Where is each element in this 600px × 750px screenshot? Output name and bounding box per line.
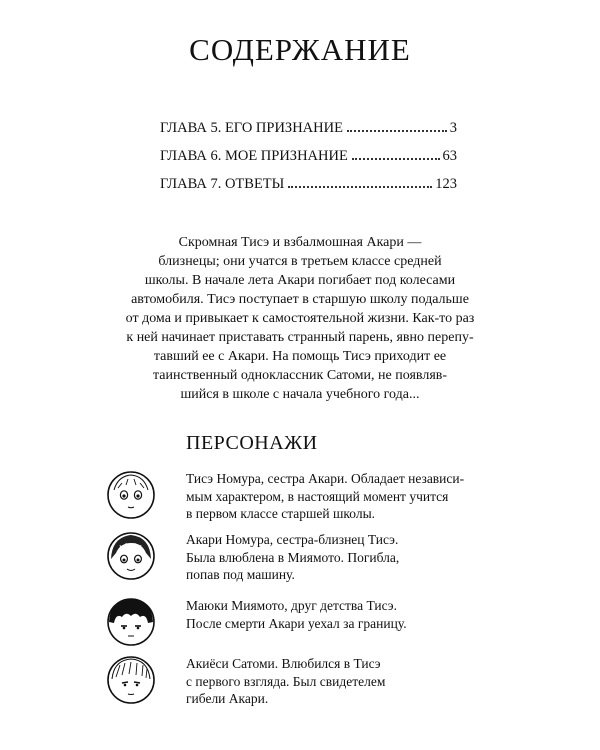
character-entry [106,655,526,725]
synopsis [92,233,508,404]
toc-entry[interactable] [160,120,457,148]
toc-dot-leader [288,186,432,188]
toc-entry-title: ГЛАВА 7. ОТВЕТЫ [160,176,285,192]
table-of-contents [160,120,457,204]
character-description [186,470,464,523]
character-line: в первом классе старшей школы. [186,506,376,521]
character-line: мым характером, в настоящий момент учится [186,488,449,504]
page-title: СОДЕРЖАНИЕ [189,32,411,67]
character-entry [106,531,526,601]
toc-entry-page: 123 [435,176,457,192]
portrait-tise-icon [106,470,156,520]
toc-entry-page: 3 [449,120,457,136]
synopsis-line: близнецы; они учатся в третьем классе средней [158,254,442,269]
toc-dot-leader [352,158,440,160]
toc-entry-page: 63 [442,148,457,164]
toc-entry[interactable] [160,176,457,204]
character-line: с первого взгляда. Был свидетелем [186,673,386,689]
synopsis-line: автомобиля. Тисэ поступает в старшую школу подальше [131,292,469,307]
synopsis-line: от дома и привыкает к самостоятельной жизни. Как-то раз [125,311,475,326]
synopsis-line: школы. В начале лета Акари погибает под колесами [144,273,456,288]
character-line: После смерти Акари уехал за границу. [186,615,407,631]
portrait-akari-icon [106,531,156,581]
character-line: Акари Номура, сестра-близнец Тисэ. [186,532,399,547]
character-description [186,655,385,708]
character-description [186,531,399,584]
character-line: гибели Акари. [186,691,269,706]
synopsis-line: таинственный одноклассник Сатоми, не появляв- [152,368,448,383]
character-entry [106,470,526,540]
character-line: Акиёси Сатоми. Влюбился в Тисэ [186,656,381,671]
toc-entry[interactable] [160,148,457,176]
character-line: Маюки Миямото, друг детства Тисэ. [186,598,397,613]
portrait-satomi-icon [106,655,156,705]
synopsis-line: к ней начинает приставать странный парень, явно перепу- [126,330,474,345]
character-line: Тисэ Номура, сестра Акари. Обладает независи- [186,471,465,486]
character-line: попав под машину. [186,567,295,582]
toc-dot-leader [347,130,447,132]
characters-heading: ПЕРСОНАЖИ [186,432,318,454]
synopsis-line: Скромная Тисэ и взбалмошная Акари — [178,235,422,250]
synopsis-line: тавший ее с Акари. На помощь Тисэ приходит ее [153,349,447,364]
portrait-mayuki-icon [106,597,156,647]
synopsis-line: шийся в школе с начала учебного года... [180,387,420,402]
character-line: Была влюблена в Миямото. Погибла, [186,549,400,565]
toc-entry-title: ГЛАВА 5. ЕГО ПРИЗНАНИЕ [160,120,343,136]
character-description [186,597,407,632]
toc-entry-title: ГЛАВА 6. МОЕ ПРИЗНАНИЕ [160,148,348,164]
